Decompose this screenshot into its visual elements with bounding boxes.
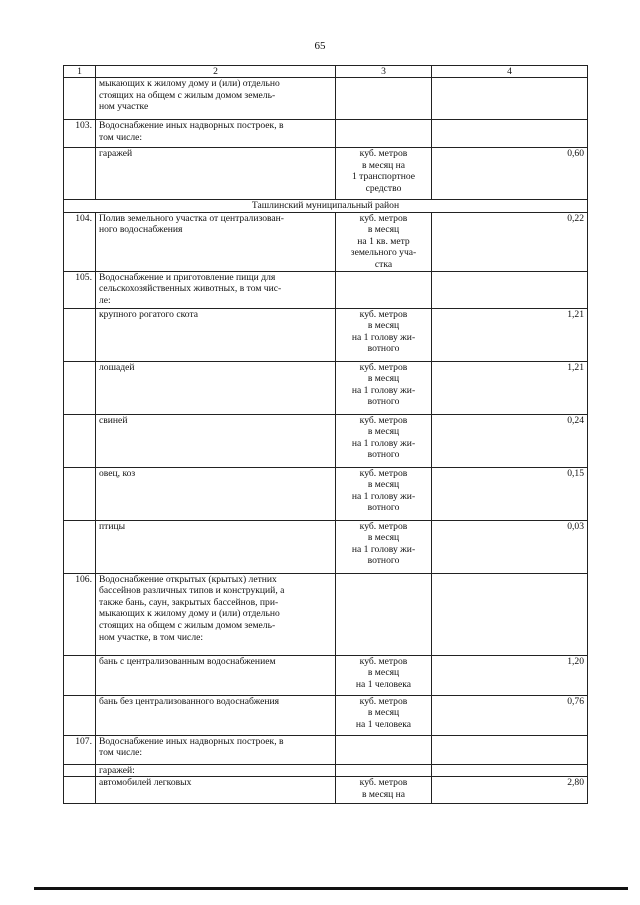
row-description: свиней — [96, 414, 336, 467]
table-row — [64, 735, 588, 764]
row-description: овец, коз — [96, 467, 336, 520]
row-number — [64, 777, 96, 804]
row-number — [64, 414, 96, 467]
row-value: 0,60 — [432, 148, 588, 200]
district-row — [64, 200, 588, 213]
table-row — [64, 361, 588, 414]
header-cell: 2 — [96, 66, 336, 78]
table-row — [64, 414, 588, 467]
row-description: лошадей — [96, 361, 336, 414]
row-unit — [336, 78, 432, 120]
row-description: автомобилей легковых — [96, 777, 336, 804]
row-number — [64, 764, 96, 777]
table-header-row — [64, 66, 588, 78]
row-number — [64, 308, 96, 361]
row-number — [64, 148, 96, 200]
row-number — [64, 655, 96, 695]
row-description: бань с централизованным водоснабжением — [96, 655, 336, 695]
row-number: 104. — [64, 212, 96, 271]
table-row — [64, 78, 588, 120]
row-unit: куб. метров в месяц на 1 голову жи- вотного — [336, 520, 432, 573]
row-description: Водоснабжение и приготовление пищи для сельскохозяйственных животных, в том чис- ле: — [96, 271, 336, 308]
row-description: Полив земельного участка от централизован- ного водоснабжения — [96, 212, 336, 271]
row-unit: куб. метров в месяц на 1 человека — [336, 655, 432, 695]
row-number: 103. — [64, 120, 96, 148]
row-description: Водоснабжение открытых (крытых) летних бассейнов различных типов и конструкций, а также бань, саун, закрытых бассейнов, при- мыкающих к жилому дому и (или) отдельно стоящих на общем с жилым домом земель- ном участке, в том числе: — [96, 573, 336, 655]
table-row — [64, 655, 588, 695]
district-name: Ташлинский муниципальный район — [64, 200, 588, 213]
row-description: птицы — [96, 520, 336, 573]
row-unit: куб. метров в месяц на 1 голову жи- вотного — [336, 308, 432, 361]
row-unit: куб. метров в месяц на 1 голову жи- вотного — [336, 414, 432, 467]
header-cell: 1 — [64, 66, 96, 78]
row-description: бань без централизованного водоснабжения — [96, 695, 336, 735]
row-value: 0,15 — [432, 467, 588, 520]
row-value — [432, 735, 588, 764]
table-row — [64, 212, 588, 271]
row-value — [432, 271, 588, 308]
table-row — [64, 520, 588, 573]
row-number — [64, 467, 96, 520]
row-description: гаражей — [96, 148, 336, 200]
table-row — [64, 308, 588, 361]
row-unit — [336, 764, 432, 777]
row-value: 0,24 — [432, 414, 588, 467]
row-value — [432, 120, 588, 148]
table-row — [64, 148, 588, 200]
row-unit: куб. метров в месяц на 1 человека — [336, 695, 432, 735]
table-row — [64, 120, 588, 148]
row-description: Водоснабжение иных надворных построек, в том числе: — [96, 120, 336, 148]
row-number: 105. — [64, 271, 96, 308]
row-number — [64, 361, 96, 414]
row-unit: куб. метров в месяц на 1 голову жи- вотного — [336, 361, 432, 414]
page-bottom-rule — [34, 887, 628, 890]
row-value — [432, 764, 588, 777]
table-row — [64, 573, 588, 655]
row-value — [432, 573, 588, 655]
table-row — [64, 695, 588, 735]
row-value: 1,21 — [432, 361, 588, 414]
row-unit — [336, 271, 432, 308]
row-unit: куб. метров в месяц на — [336, 777, 432, 804]
row-unit — [336, 120, 432, 148]
row-value: 0,76 — [432, 695, 588, 735]
row-value: 1,21 — [432, 308, 588, 361]
table-row — [64, 467, 588, 520]
row-number — [64, 695, 96, 735]
row-unit: куб. метров в месяц на 1 голову жи- вотного — [336, 467, 432, 520]
row-unit: куб. метров в месяц на 1 кв. метр земельного уча- стка — [336, 212, 432, 271]
page-number: 65 — [314, 40, 326, 52]
row-unit — [336, 735, 432, 764]
row-description: гаражей: — [96, 764, 336, 777]
row-description: мыкающих к жилому дому и (или) отдельно стоящих на общем с жилым домом земель- ном участке — [96, 78, 336, 120]
row-number: 106. — [64, 573, 96, 655]
row-value: 0,03 — [432, 520, 588, 573]
header-cell: 4 — [432, 66, 588, 78]
header-cell: 3 — [336, 66, 432, 78]
table-row — [64, 764, 588, 777]
row-unit: куб. метров в месяц на 1 транспортное средство — [336, 148, 432, 200]
row-number — [64, 520, 96, 573]
norms-table — [63, 65, 588, 804]
row-description: крупного рогатого скота — [96, 308, 336, 361]
row-value — [432, 78, 588, 120]
row-description: Водоснабжение иных надворных построек, в том числе: — [96, 735, 336, 764]
row-number — [64, 78, 96, 120]
table-row — [64, 777, 588, 804]
row-value: 1,20 — [432, 655, 588, 695]
row-value: 0,22 — [432, 212, 588, 271]
row-unit — [336, 573, 432, 655]
row-number: 107. — [64, 735, 96, 764]
table-row — [64, 271, 588, 308]
row-value: 2,80 — [432, 777, 588, 804]
